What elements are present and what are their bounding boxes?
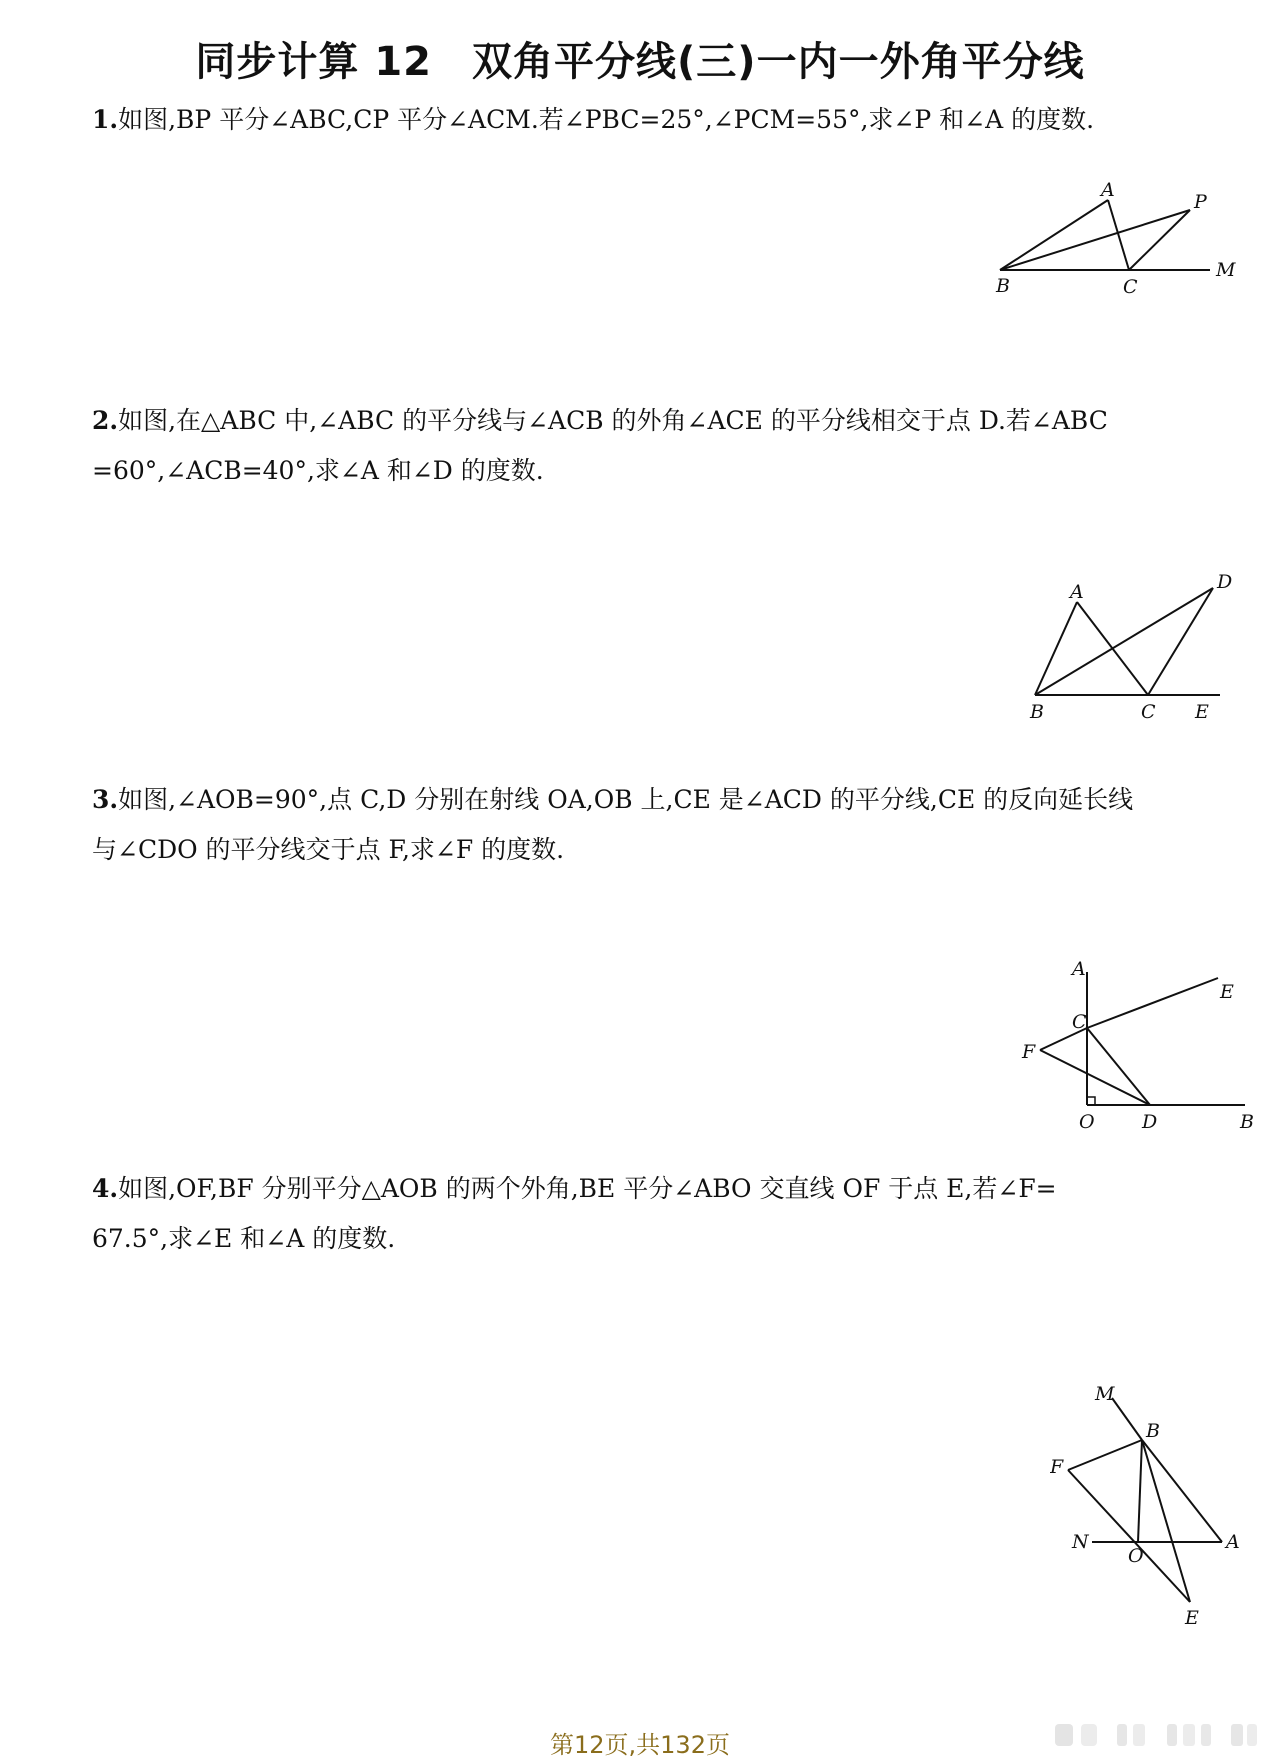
label-C: C	[1072, 1011, 1087, 1033]
page-title	[0, 30, 1280, 87]
label-B: B	[1240, 1111, 1254, 1133]
problem-2	[92, 396, 1240, 496]
figure-1	[980, 180, 1250, 330]
problem-2-line-2: =60°,∠ACB=40°,求∠A 和∠D 的度数.	[92, 456, 544, 485]
problem-3	[92, 775, 1240, 875]
problem-number: 4.	[92, 1174, 119, 1203]
label-O: O	[1128, 1545, 1144, 1567]
problem-3-line-2: 与∠CDO 的平分线交于点 F,求∠F 的度数.	[92, 835, 565, 864]
label-D: D	[1142, 1111, 1158, 1133]
problem-4-line-2: 67.5°,求∠E 和∠A 的度数.	[92, 1224, 396, 1253]
title-number: 同步计算 12	[195, 39, 433, 85]
problem-number: 3.	[92, 785, 119, 814]
problem-1	[92, 95, 1240, 145]
label-C: C	[1141, 701, 1156, 720]
label-M: M	[1095, 1383, 1115, 1405]
label-B: B	[1146, 1420, 1160, 1442]
problem-4	[92, 1164, 1240, 1264]
problem-1-line-1: 1.如图,BP 平分∠ABC,CP 平分∠ACM.若∠PBC=25°,∠PCM=55°,求∠P 和∠A 的度数.	[92, 105, 1095, 134]
label-A: A	[1101, 180, 1115, 201]
scan-watermark-icon	[1055, 1722, 1260, 1750]
label-B: B	[1030, 701, 1044, 720]
label-F: F	[1022, 1041, 1036, 1063]
problem-number: 2.	[92, 406, 119, 435]
label-N: N	[1072, 1531, 1089, 1553]
label-P: P	[1194, 191, 1207, 213]
label-A: A	[1226, 1531, 1240, 1553]
label-O: O	[1079, 1111, 1095, 1133]
label-E: E	[1185, 1607, 1199, 1629]
problem-3-line-1: 3.如图,∠AOB=90°,点 C,D 分别在射线 OA,OB 上,CE 是∠ACD 的平分线,CE 的反向延长线	[92, 785, 1134, 814]
page-counter: 第12页,共132页	[550, 1731, 730, 1759]
label-D: D	[1217, 571, 1233, 593]
problem-number: 1.	[92, 105, 119, 134]
title-topic: 双角平分线(三)一内一外角平分线	[472, 39, 1085, 85]
label-B: B	[996, 275, 1010, 297]
problem-2-line-1: 2.如图,在△ABC 中,∠ABC 的平分线与∠ACB 的外角∠ACE 的平分线相交于点 D.若∠ABC	[92, 406, 1108, 435]
label-E: E	[1220, 981, 1234, 1003]
figure-4	[1050, 1380, 1260, 1630]
label-F: F	[1050, 1456, 1064, 1478]
label-C: C	[1123, 276, 1138, 298]
problem-4-line-1: 4.如图,OF,BF 分别平分△AOB 的两个外角,BE 平分∠ABO 交直线 OF 于点 E,若∠F=	[92, 1174, 1057, 1203]
label-E: E	[1195, 701, 1209, 720]
figure-3	[1010, 960, 1270, 1140]
label-M: M	[1216, 259, 1236, 281]
label-A: A	[1070, 581, 1084, 603]
figure-2	[1020, 570, 1260, 720]
label-A: A	[1072, 960, 1086, 980]
